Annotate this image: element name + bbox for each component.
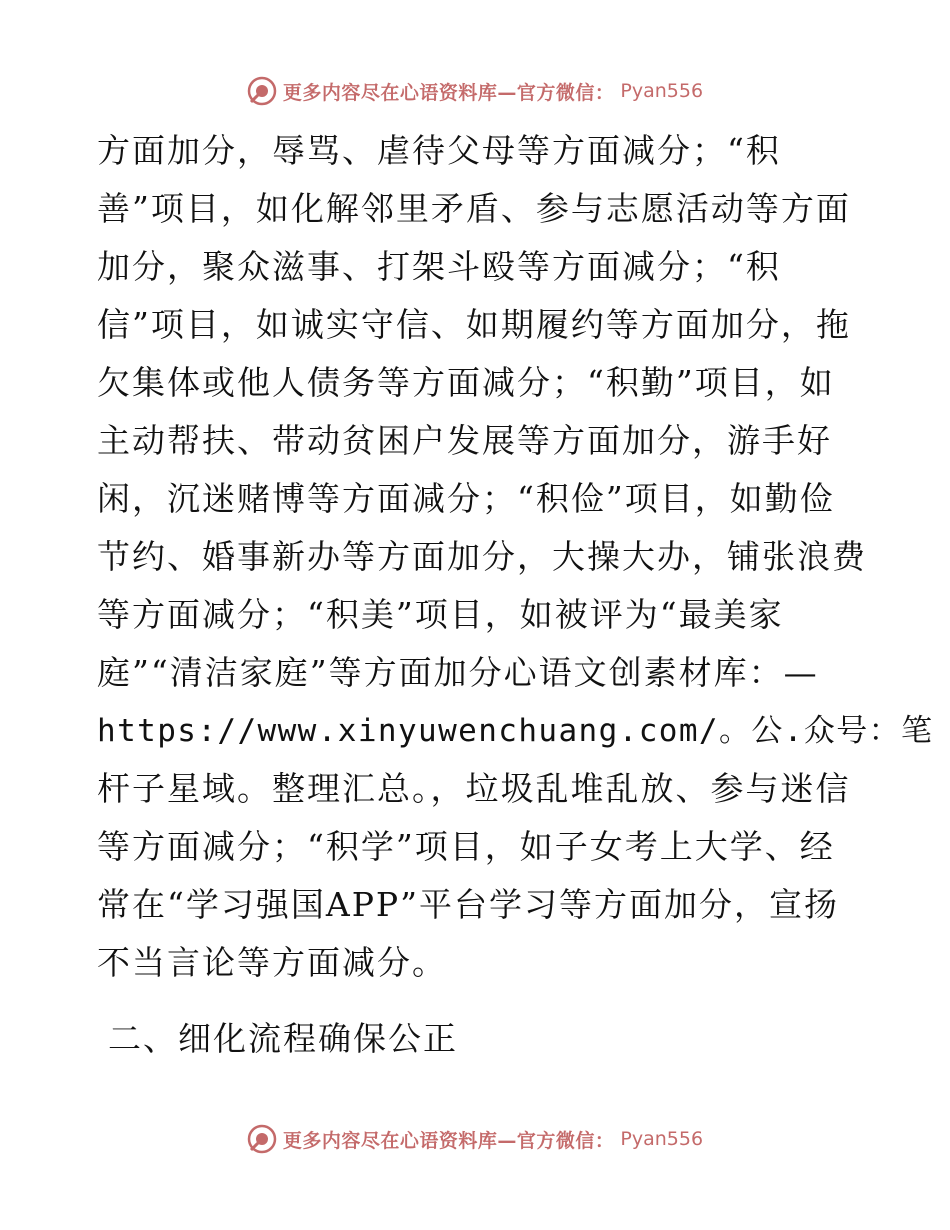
text-line: 善”项目，如化解邻里矛盾、参与志愿活动等方面 <box>97 189 851 228</box>
watermark-text: 更多内容尽在心语资料库—官方微信： <box>282 81 615 104</box>
text-line-url: https://www.xinyuwenchuang.com/。公.众号：笔 <box>97 713 934 749</box>
watermark-text: 更多内容尽在心语资料库—官方微信： <box>282 1129 615 1152</box>
text-line: 闲，沉迷赌博等方面减分；“积俭”项目，如勤俭 <box>97 479 835 518</box>
text-line: 信”项目，如诚实守信、如期履约等方面加分，拖 <box>97 305 851 344</box>
text-line: 等方面减分；“积美”项目，如被评为“最美家 <box>97 595 784 634</box>
text-line: 加分，聚众滋事、打架斗殴等方面减分；“积 <box>97 247 781 286</box>
text-line: 节约、婚事新办等方面加分，大操大办，铺张浪费 <box>97 537 867 576</box>
text-line: 主动帮扶、带动贫困户发展等方面加分，游手好 <box>97 421 832 460</box>
pen-logo-icon <box>247 1124 277 1154</box>
text-line: 常在“学习强国APP”平台学习等方面加分，宣扬 <box>97 885 839 924</box>
text-line: 杆子星域。整理汇总。，垃圾乱堆乱放、参与迷信 <box>97 769 851 808</box>
watermark-id: Pyan556 <box>620 1128 704 1150</box>
text-line: 庭”“清洁家庭”等方面加分心语文创素材库：— <box>97 653 819 692</box>
pen-logo-icon <box>247 76 277 106</box>
watermark-id: Pyan556 <box>620 80 704 102</box>
section-heading: 二、细化流程确保公正 <box>108 1019 458 1058</box>
text-line: 等方面减分；“积学”项目，如子女考上大学、经 <box>97 827 835 866</box>
text-line: 不当言论等方面减分。 <box>97 943 447 982</box>
text-line: 欠集体或他人债务等方面减分；“积勤”项目，如 <box>97 363 835 402</box>
header-watermark <box>0 74 950 108</box>
text-line: 方面加分，辱骂、虐待父母等方面减分；“积 <box>97 131 781 170</box>
body-text <box>97 122 934 992</box>
footer-watermark <box>0 1122 950 1156</box>
